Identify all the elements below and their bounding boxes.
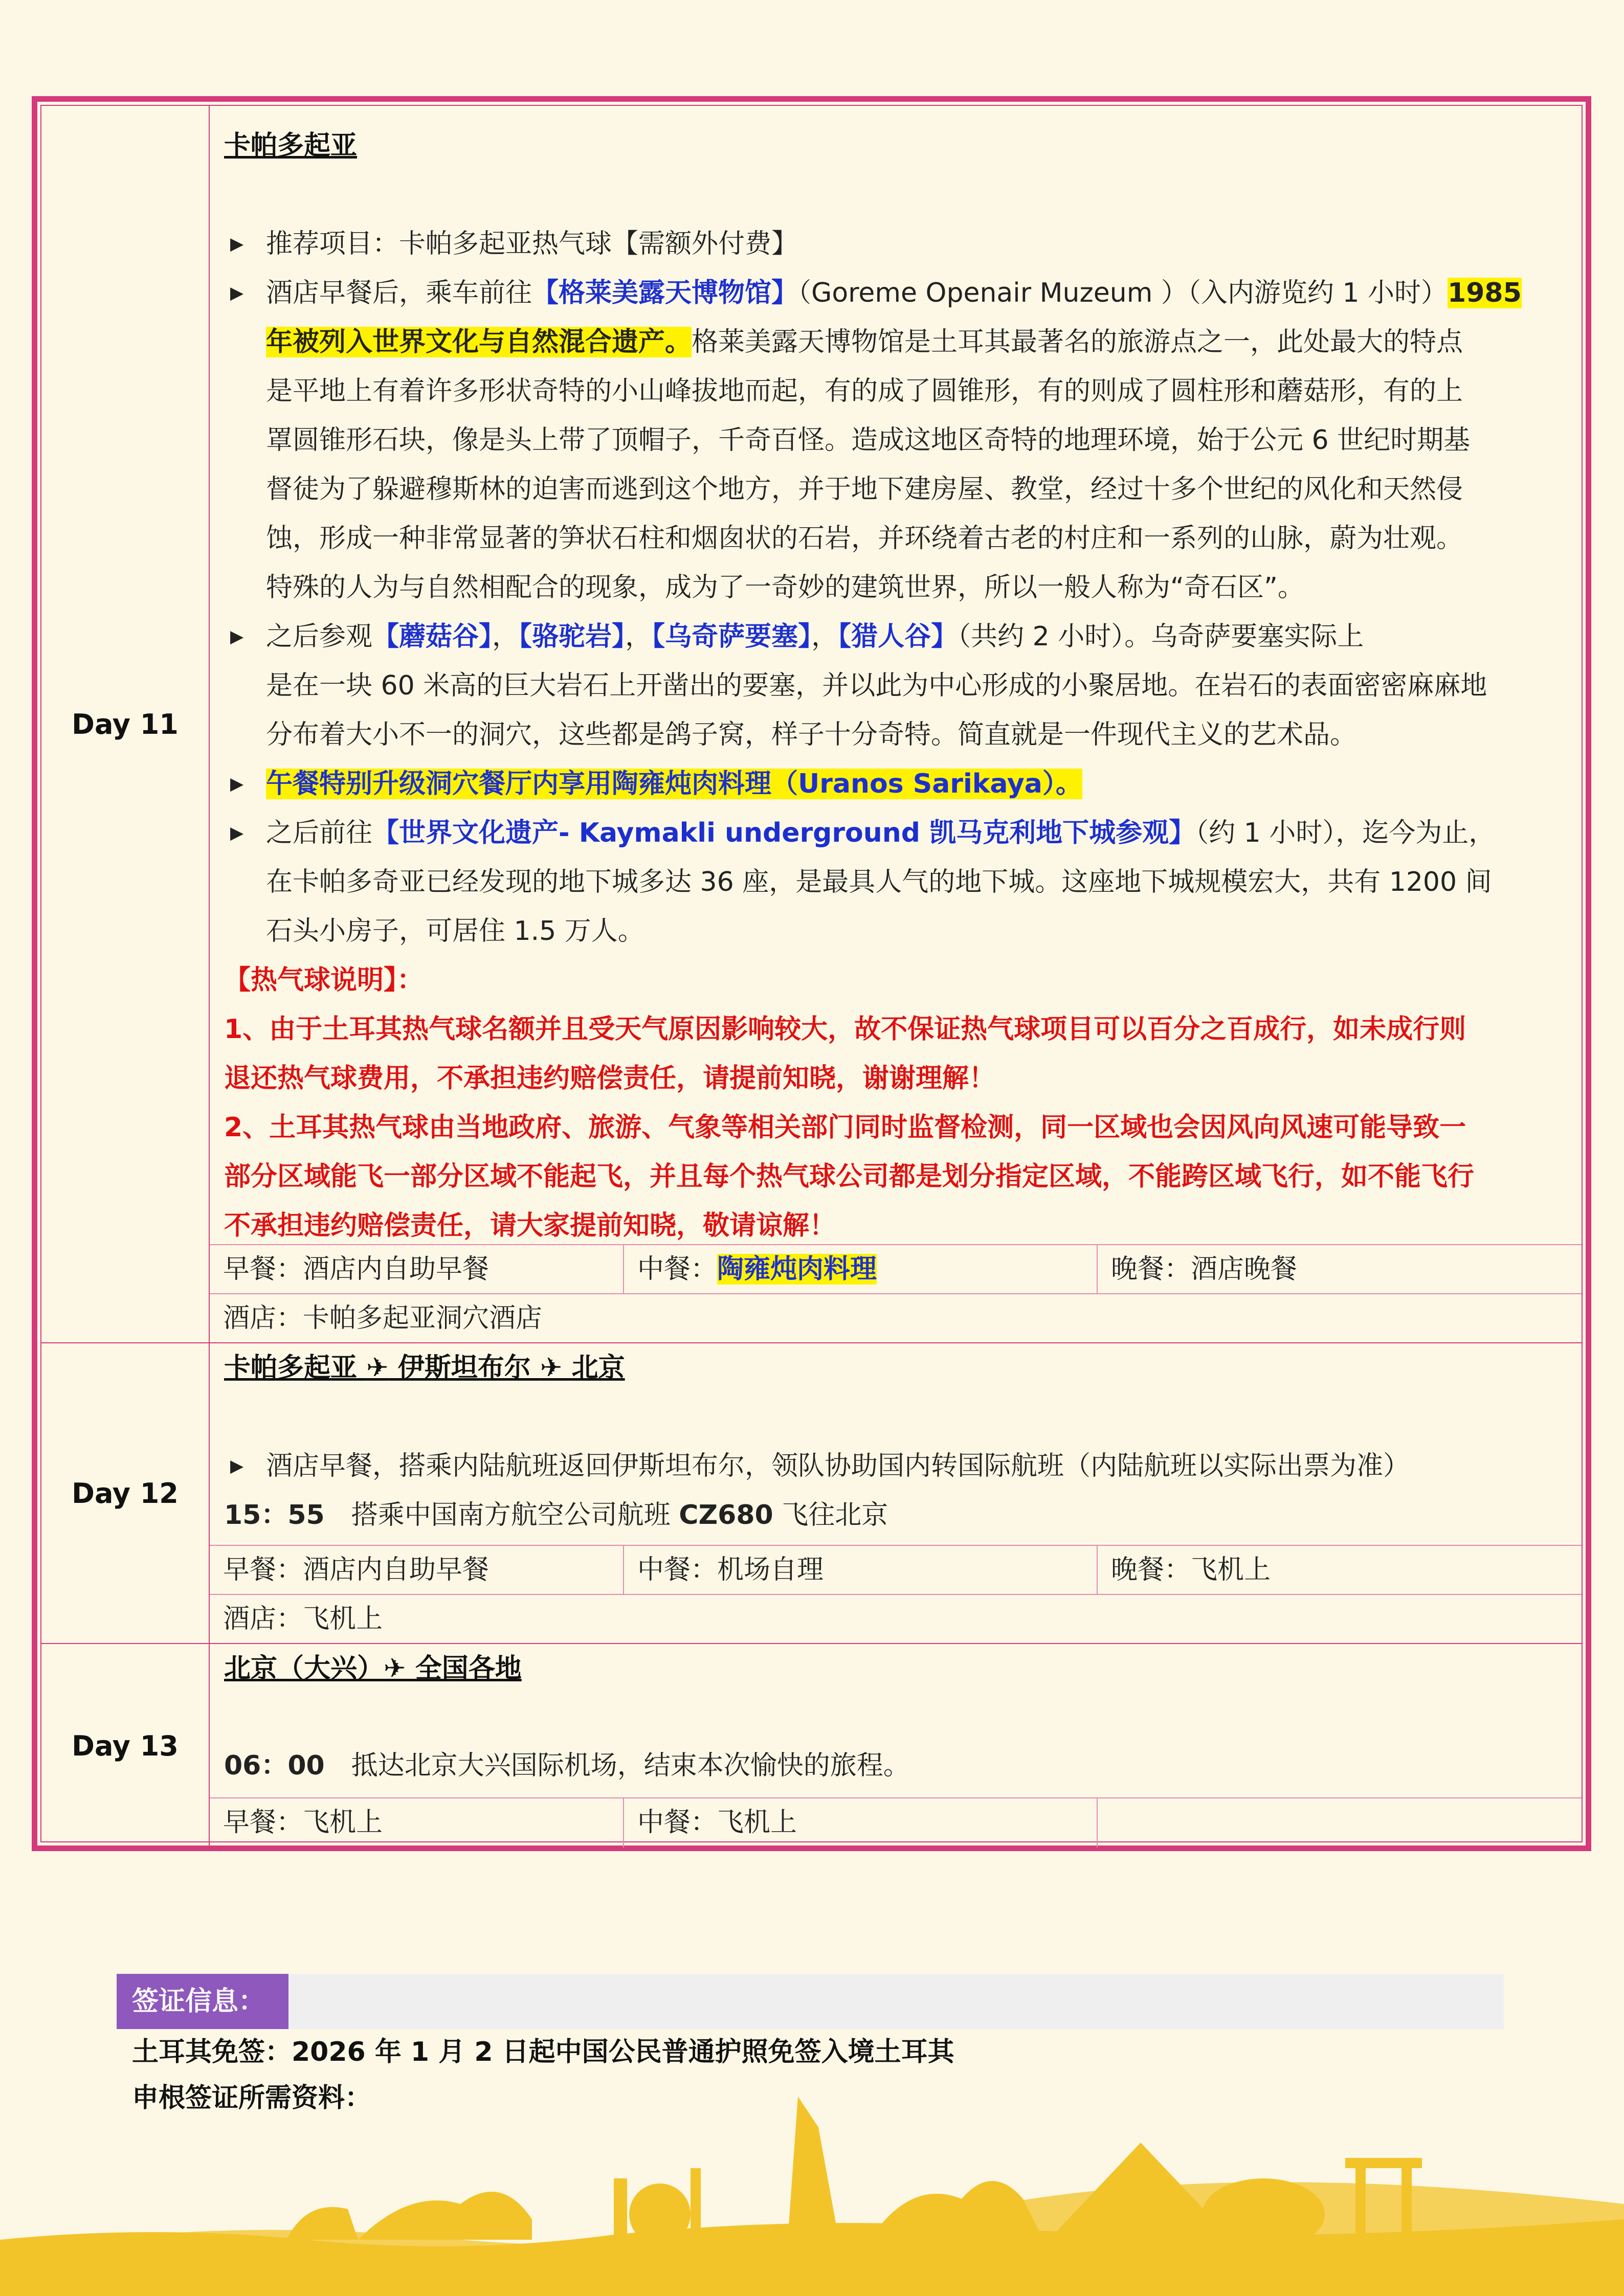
valley-item-line-1: 之后参观【蘑菇谷】，【骆驼岩】，【乌奇萨要塞】，【猎人谷】（共约 2 小时）。乌奇萨要塞实际上 [266,621,1364,652]
day-12-row [41,1343,1582,1644]
visa-turkey-line: 土耳其免签：2026 年 1 月 2 日起中国公民普通护照免签入境土耳其 [132,2037,954,2067]
meals-row [210,1244,1582,1294]
balloon-notice-title: 【热气球说明】： [224,965,424,996]
balloon-notice-2a: 2、土耳其热气球由当地政府、旅游、气象等相关部门同时监督检测，同一区域也会因风向风速可能导致一 [224,1112,1466,1143]
day-content [210,1644,1582,1848]
breakfast-cell: 早餐：酒店内自助早餐 [223,1254,490,1285]
dinner-cell [1097,1798,1582,1848]
itinerary-inner-frame [40,105,1583,1842]
balloon-notice-2c: 不承担违约赔偿责任，请大家提前知晓，敬请谅解！ [224,1210,836,1241]
plane-icon: ✈ [384,1653,406,1684]
underground-item-line-3: 石头小房子，可居住 1.5 万人。 [266,916,644,947]
museum-item-line-1: 酒店早餐后，乘车前往【格莱美露天博物馆】（Goreme Openair Muzeum ）（入内游览约 1 小时）1985 [266,278,1522,308]
balloon-notice-1b: 退还热气球费用，不承担违约赔偿责任，请提前知晓，谢谢理解！ [224,1063,996,1094]
museum-item-line-5: 督徒为了躲避穆斯林的迫害而逃到这个地方，并于地下建房屋、教堂，经过十多个世纪的风化和天然侵 [266,474,1463,505]
lunch-cell: 中餐：机场自理 [623,1546,1111,1595]
hotel-row [210,1293,1582,1343]
day-content [210,106,1582,1342]
day-content [210,1343,1582,1643]
arrow-right-icon: ▶ [230,234,244,254]
dinner-cell: 晚餐：酒店晚餐 [1097,1245,1582,1294]
arrow-right-icon: ▶ [230,283,244,303]
balloon-notice-1a: 1、由于土耳其热气球名额并且受天气原因影响较大，故不保证热气球项目可以百分之百成行，如未成行则 [224,1014,1466,1045]
hotel-cell: 酒店：飞机上 [223,1604,383,1634]
museum-item-line-2: 年被列入世界文化与自然混合遗产。格莱美露天博物馆是土耳其最著名的旅游点之一，此处最大的特点 [266,327,1463,357]
hotel-cell: 酒店：卡帕多起亚洞穴酒店 [223,1303,543,1334]
meals-row [210,1545,1582,1595]
valley-item-line-2: 是在一块 60 米高的巨大岩石上开凿出的要塞，并以此为中心形成的小聚居地。在岩石的表面密密麻麻地 [266,670,1487,701]
lunch-upgrade-item: 午餐特别升级洞穴餐厅内享用陶雍炖肉料理（Uranos Sarikaya）。 [266,769,1082,799]
hotel-row [210,1594,1582,1644]
museum-item-line-4: 罩圆锥形石块，像是头上带了顶帽子，千奇百怪。造成这地区奇特的地理环境，始于公元 6 世纪时期基 [266,425,1471,456]
breakfast-cell: 早餐：飞机上 [223,1807,383,1838]
balloon-notice-2b: 部分区域能飞一部分区域不能起飞，并且每个热气球公司都是划分指定区域，不能跨区域飞行，如不能飞行 [224,1161,1475,1192]
visa-schengen-line: 申根签证所需资料： [132,2083,372,2113]
plane-icon: ✈ [366,1353,389,1383]
museum-item-line-3: 是平地上有着许多形状奇特的小山峰拔地而起，有的成了圆锥形，有的则成了圆柱形和蘑菇形，有的上 [266,376,1463,407]
arrow-right-icon: ▶ [230,1456,244,1476]
arrow-right-icon: ▶ [230,823,244,843]
day-13-row [41,1644,1582,1848]
day-title: 北京（大兴）✈ 全国各地 [224,1653,522,1684]
arrow-right-icon: ▶ [230,774,244,794]
museum-item-line-6: 蚀，形成一种非常显著的笋状石柱和烟囱状的石岩，并环绕着古老的村庄和一系列的山脉，蔚为壮观。 [266,523,1463,554]
day-title: 卡帕多起亚 [224,130,358,161]
arrival-line: 06：00 抵达北京大兴国际机场，结束本次愉快的旅程。 [224,1750,910,1781]
skyline-decoration [0,2086,1624,2296]
recommend-item: 推荐项目：卡帕多起亚热气球【需额外付费】 [266,229,798,259]
arrow-right-icon: ▶ [230,626,244,647]
breakfast-cell: 早餐：酒店内自助早餐 [223,1555,490,1585]
itinerary-table [32,96,1591,1851]
day-label: Day 12 [41,1343,210,1643]
visa-tag: 签证信息： [117,1974,288,2029]
day-title: 卡帕多起亚 ✈ 伊斯坦布尔 ✈ 北京 [224,1353,625,1383]
dinner-cell: 晚餐：飞机上 [1097,1546,1582,1595]
underground-item-line-1: 之后前往【世界文化遗产- Kaymakli underground 凯马克利地下城参观】（约 1 小时），迄今为止， [266,818,1496,848]
transfer-item: 酒店早餐，搭乘内陆航班返回伊斯坦布尔，领队协助国内转国际航班（内陆航班以实际出票为准） [266,1451,1410,1481]
meals-row [210,1797,1582,1848]
underground-item-line-2: 在卡帕多奇亚已经发现的地下城多达 36 座，是最具人气的地下城。这座地下城规模宏大，共有 1200 间 [266,867,1492,897]
valley-item-line-3: 分布着大小不一的洞穴，这些都是鸽子窝，样子十分奇特。简直就是一件现代主义的艺术品。 [266,719,1357,750]
museum-item-line-7: 特殊的人为与自然相配合的现象，成为了一奇妙的建筑世界，所以一般人称为“奇石区”。 [266,572,1304,603]
day-label: Day 13 [41,1644,210,1848]
plane-icon: ✈ [540,1353,563,1383]
flight-line: 15：55 搭乘中国南方航空公司航班 CZ680 飞往北京 [224,1500,888,1530]
lunch-cell: 中餐：飞机上 [623,1798,1111,1848]
day-11-row [41,106,1582,1343]
lunch-cell: 中餐：陶雍炖肉料理 [623,1245,1111,1294]
day-label: Day 11 [41,106,210,1342]
visa-section-header [117,1974,1504,2029]
